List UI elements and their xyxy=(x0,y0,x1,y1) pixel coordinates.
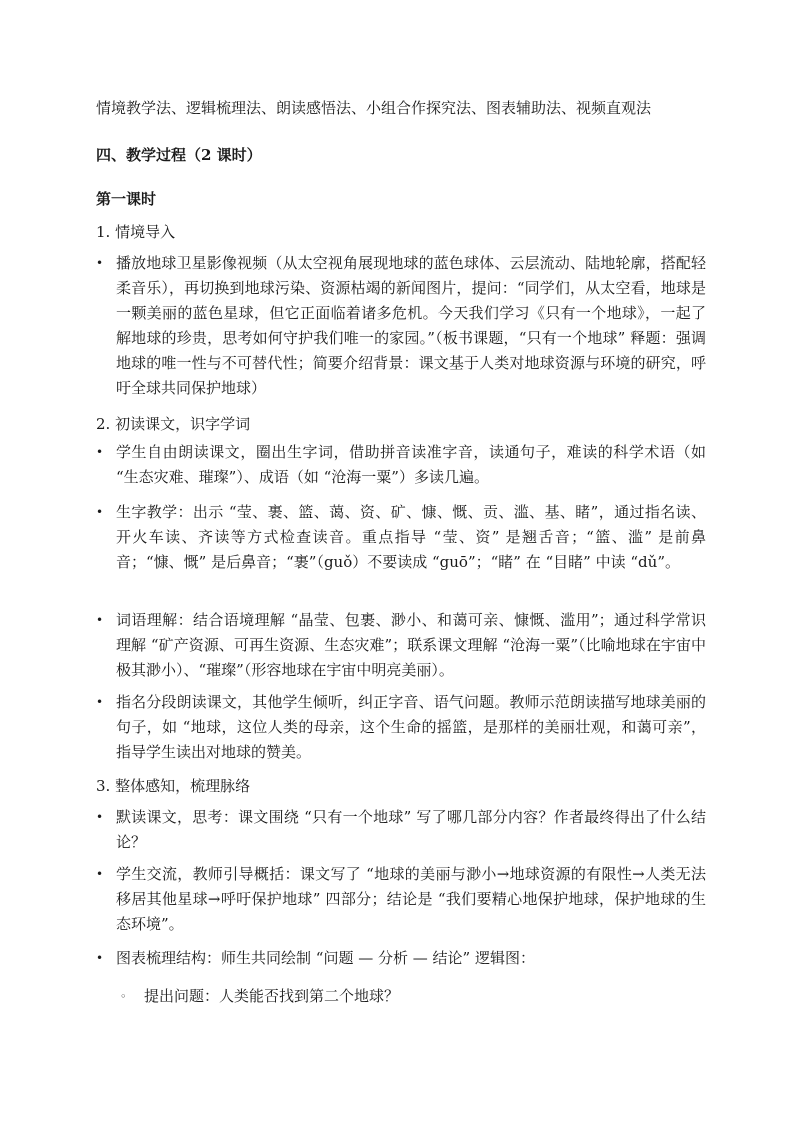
list-item xyxy=(96,946,706,971)
list-item-text: 默读课文，思考：课文围绕 “只有一个地球” 写了哪几部分内容？作者最终得出了什么结论？ xyxy=(116,808,706,851)
list-item-text: 指名分段朗读课文，其他学生倾听，纠正字音、语气问题。教师示范朗读描写地球美丽的句子，如 “地球，这位人类的母亲，这个生命的摇篮，是那样的美丽壮观，和蔼可亲”，指导学生读出对地球的赞美。 xyxy=(116,693,706,761)
teaching-methods-line: 情境教学法、逻辑梳理法、朗读感悟法、小组合作探究法、图表辅助法、视频直观法 xyxy=(96,99,652,117)
list-item xyxy=(96,608,706,683)
bullet-icon: • xyxy=(96,256,104,270)
bullet-icon: • xyxy=(96,695,104,709)
list-item xyxy=(96,440,706,490)
list-item-text: 学生交流，教师引导概括：课文写了 “地球的美丽与渺小→地球资源的有限性→人类无法移居其他星球→呼吁保护地球” 四部分；结论是 “我们要精心地保护地球，保护地球的生态环境”。 xyxy=(116,865,706,933)
sub-list-item-text: 提出问题：人类能否找到第二个地球？ xyxy=(144,987,400,1005)
list-item-text: 图表梳理结构：师生共同绘制 “问题 — 分析 — 结论” 逻辑图： xyxy=(116,949,535,967)
section-title: 四、教学过程（2 课时） xyxy=(96,146,262,164)
list-item xyxy=(96,862,706,937)
list-item-text: 播放地球卫星影像视频（从太空视角展现地球的蓝色球体、云层流动、陆地轮廓，搭配轻柔音乐），再切换到地球污染、资源枯竭的新闻图片，提问：“同学们，从太空看，地球是一颗美丽的蓝色星球，但它正面临着诸多危机。今天我们学习《只有一个地球》，一起了解地球的珍贵，思考如何守护我们唯一的家园。”（板书课题，“只有一个地球” 释题：强调地球的唯一性与不可替代性；简要介绍背景：课文基于人类对地球资源与环境的研究，呼吁全球共同保护地球） xyxy=(116,254,706,397)
part-1-heading: 1. 情境导入 xyxy=(96,223,176,241)
bullet-icon: • xyxy=(96,810,104,824)
part-3-heading: 3. 整体感知，梳理脉络 xyxy=(96,777,251,795)
list-item-text: 词语理解：结合语境理解 “晶莹、包裹、渺小、和蔼可亲、慷慨、滥用”；通过科学常识理解 “矿产资源、可再生资源、生态灾难”；联系课文理解 “沧海一粟”（比喻地球在宇宙中极其渺小）、“璀璨”（形容地球在宇宙中明亮美丽）。 xyxy=(116,611,706,679)
bullet-icon: • xyxy=(96,867,104,881)
list-item-text: 生字教学：出示 “莹、裹、篮、蔼、资、矿、慷、慨、贡、滥、基、睹”，通过指名读、开火车读、齐读等方式检查读音。重点指导 “莹、资” 是翘舌音；“篮、滥” 是前鼻音；“慷、慨” 是后鼻音；“裹”（guǒ）不要读成 “guō”；“睹” 在 “目睹” 中读 “dǔ”。 xyxy=(116,503,706,571)
bullet-icon: • xyxy=(96,951,104,965)
hollow-bullet-icon: ◦ xyxy=(120,990,127,1003)
list-item xyxy=(96,251,706,401)
lesson-title: 第一课时 xyxy=(96,190,157,208)
part-2-heading: 2. 初读课文，识字学词 xyxy=(96,415,251,433)
bullet-icon: • xyxy=(96,505,104,519)
bullet-icon: • xyxy=(96,445,104,459)
list-item-text: 学生自由朗读课文，圈出生字词，借助拼音读准字音，读通句子，难读的科学术语（如 “生态灾难、璀璨”）、成语（如 “沧海一粟”）多读几遍。 xyxy=(116,443,706,486)
bullet-icon: • xyxy=(96,613,104,627)
list-item xyxy=(96,690,706,765)
list-item xyxy=(96,500,706,575)
sub-list-item xyxy=(120,984,710,1009)
list-item xyxy=(96,805,706,855)
